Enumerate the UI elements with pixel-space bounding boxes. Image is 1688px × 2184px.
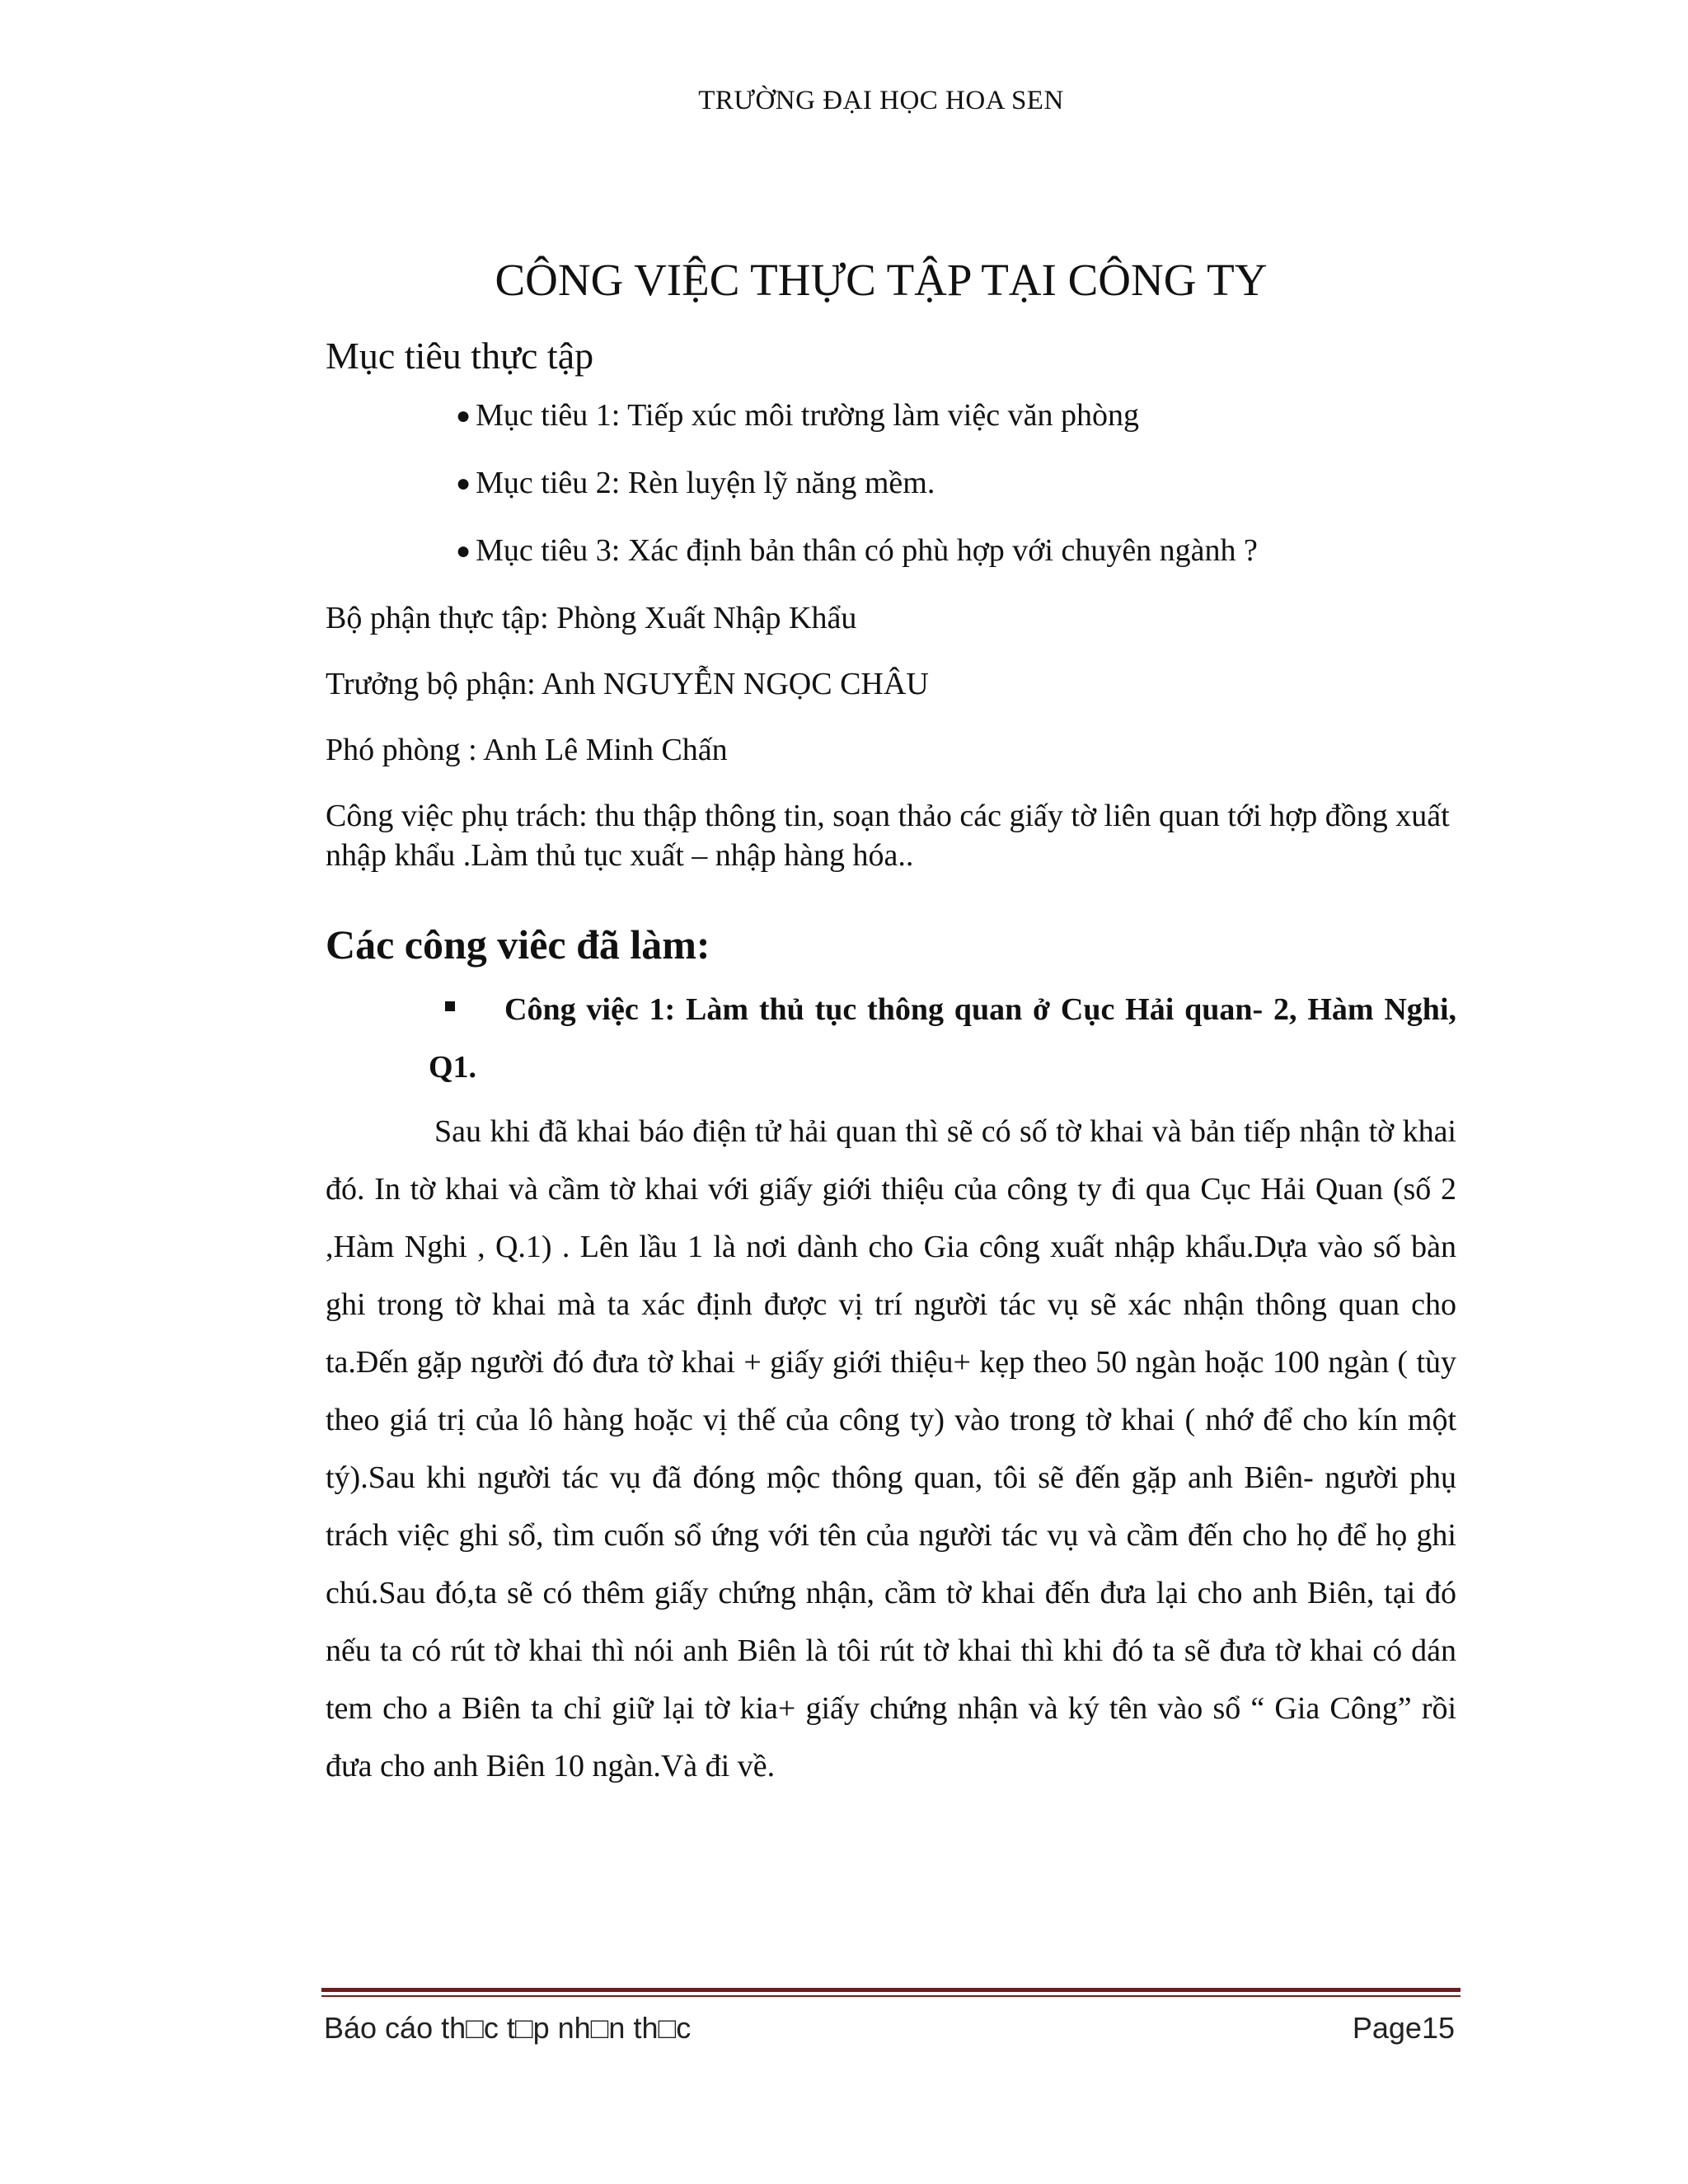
bullet-icon: ●: [456, 470, 471, 497]
objective-text: Mục tiêu 3: Xác định bản thân có phù hợp với chuyên ngành ?: [476, 533, 1258, 568]
department-line: Bộ phận thực tập: Phòng Xuất Nhập Khẩu: [326, 601, 857, 635]
footer-rule-thin: [321, 1995, 1461, 1997]
deputy-line: Phó phòng : Anh Lê Minh Chấn: [326, 733, 728, 767]
objective-item: [456, 463, 1258, 531]
page-number: Page15: [1352, 2011, 1455, 2045]
footer-report-title: Báo cáo th□c t□p nh□n th□c: [324, 2011, 692, 2045]
page-title: CÔNG VIỆC THỰC TẬP TẠI CÔNG TY: [495, 255, 1268, 305]
bullet-icon: ●: [456, 537, 471, 565]
task1-title: [429, 981, 1456, 1096]
objectives-list: [456, 396, 1258, 598]
objective-text: Mục tiêu 1: Tiếp xúc môi trường làm việc văn phòng: [476, 398, 1139, 433]
objective-item: [456, 531, 1258, 598]
department-head-line: Trưởng bộ phận: Anh NGUYỄN NGỌC CHÂU: [326, 667, 929, 701]
page-header-school: TRƯỜNG ĐẠI HỌC HOA SEN: [698, 86, 1064, 115]
objective-text: Mục tiêu 2: Rèn luyện lỹ năng mềm.: [476, 466, 935, 500]
duties-paragraph: Công việc phụ trách: thu thập thông tin, soạn thảo các giấy tờ liên quan tới hợp đồng xuất nhập khẩu .Làm thủ tục xuất – nhập hàng hóa..: [326, 799, 1450, 873]
task1-body-text: Sau khi đã khai báo điện tử hải quan thì sẽ có số tờ khai và bản tiếp nhận tờ khai đó. In tờ khai và cầm tờ khai với giấy giới thiệu của công ty đi qua Cục Hải Quan (số 2 ,Hàm Nghi , Q.1) . Lên lầu 1 là nơi dành cho Gia công xuất nhập khẩu.Dựa vào số bàn ghi trong tờ khai mà ta xác định được vị trí người tác vụ sẽ xác nhận thông quan cho ta.Đến gặp người đó đưa tờ khai + giấy giới thiệu+ kẹp theo 50 ngàn hoặc 100 ngàn ( tùy theo giá trị của lô hàng hoặc vị thế của công ty) vào trong tờ khai ( nhớ để cho kín một tý).Sau khi người tác vụ đã đóng mộc thông quan, tôi sẽ đến gặp anh Biên- người phụ trách việc ghi sổ, tìm cuốn sổ ứng với tên của người tác vụ và cầm đến cho họ để họ ghi chú.Sau đó,ta sẽ có thêm giấy chứng nhận, cầm tờ khai đến đưa lại cho anh Biên, tại đó nếu ta có rút tờ khai thì nói anh Biên là tôi rút tờ khai thì khi đó ta sẽ đưa tờ khai có dán tem cho a Biên ta chỉ giữ lại tờ kia+ giấy chứng nhận và ký tên vào sổ “ Gia Công” rồi đưa cho anh Biên 10 ngàn.Và đi về.: [326, 1114, 1456, 1783]
tasks-heading: Các công viêc đã làm:: [326, 921, 710, 968]
task1-title-text: Công việc 1: Làm thủ tục thông quan ở Cục Hải quan- 2, Hàm Nghi, Q1.: [429, 992, 1456, 1085]
square-bullet-icon: [445, 1001, 455, 1011]
bullet-icon: ●: [456, 402, 471, 429]
objectives-heading: Mục tiêu thực tập: [326, 335, 594, 377]
task1-body: [326, 1103, 1456, 1795]
footer-rule: [321, 1988, 1461, 1992]
objective-item: [456, 396, 1258, 463]
